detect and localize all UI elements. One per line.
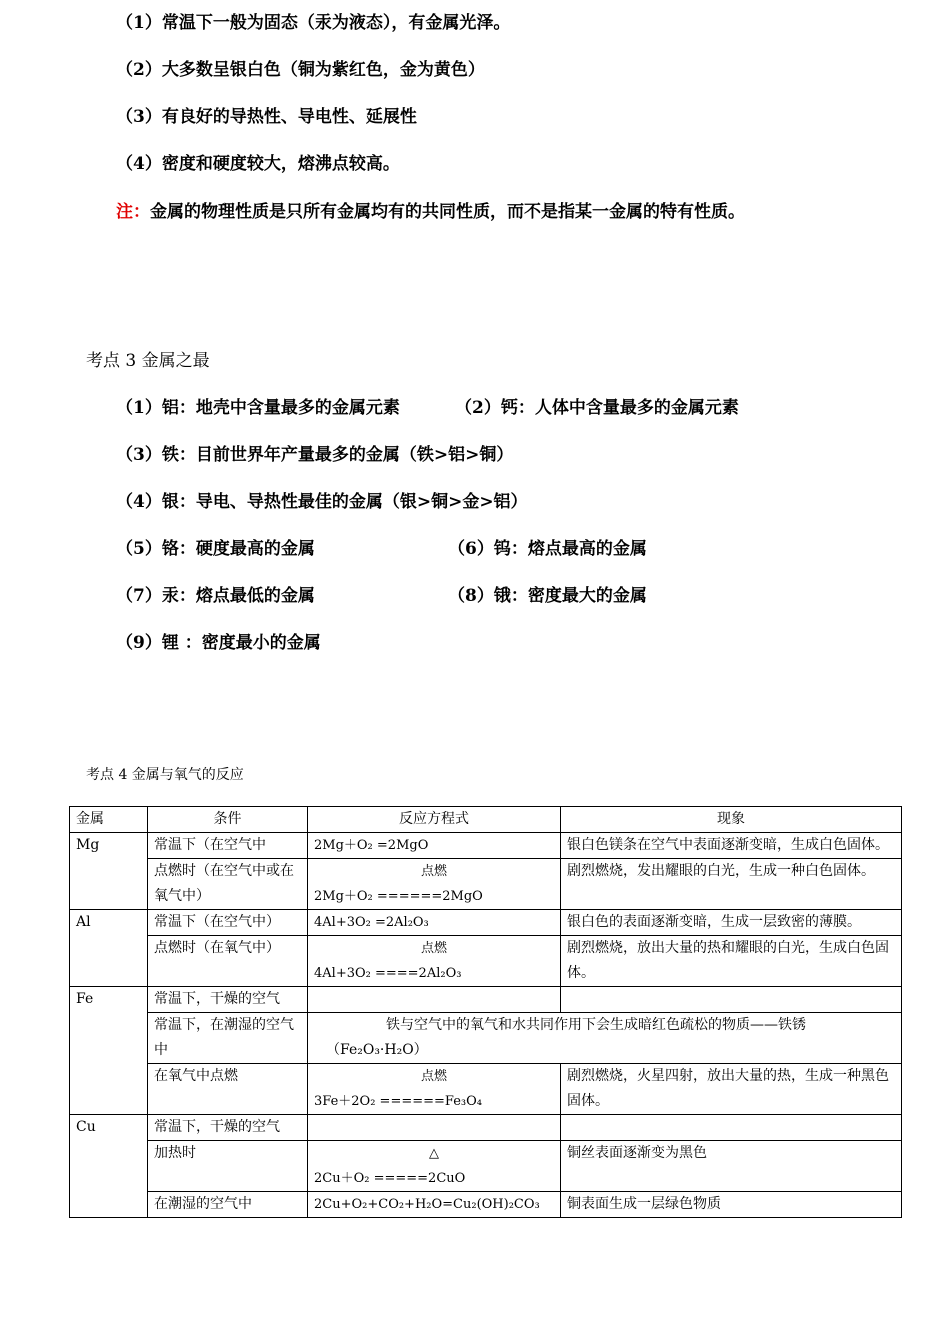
section3-item-9: （9）锂 ：密度最小的金属 (116, 633, 321, 653)
metal-cell-fe: Fe (70, 987, 148, 1115)
condition-cell: 点燃时（在氧气中） (148, 936, 308, 987)
table-row (70, 936, 902, 987)
note-label: 注： (116, 202, 150, 222)
equation-cell: 2Cu+O₂+CO₂+H₂O=Cu₂(OH)₂CO₃ (308, 1192, 561, 1218)
condition-cell: 加热时 (148, 1141, 308, 1192)
header-metal: 金属 (70, 807, 148, 833)
phenomenon-cell: 铜表面生成一层绿色物质 (561, 1192, 902, 1218)
table-row (70, 859, 902, 910)
equation-cell (308, 1064, 561, 1115)
condition-cell: 常温下（在空气中 (148, 833, 308, 859)
phenomenon-cell: 银白色镁条在空气中表面逐渐变暗，生成白色固体。 (561, 833, 902, 859)
phenomenon-cell: 铜丝表面逐渐变为黑色 (561, 1141, 902, 1192)
table-header-row (70, 807, 902, 833)
condition-cell: 在潮湿的空气中 (148, 1192, 308, 1218)
table-row (70, 1141, 902, 1192)
table-row (70, 987, 902, 1013)
section3-item-5: （5）铬：硬度最高的金属 (116, 539, 315, 559)
reaction-condition-mark: 点燃 (420, 864, 447, 879)
equation-text: 2Cu＋O₂ =====2CuO (314, 1171, 466, 1186)
property-1: （1）常温下一般为固态（汞为液态），有金属光泽。 (116, 13, 511, 33)
heat-triangle-mark: △ (429, 1146, 439, 1161)
note (116, 201, 745, 223)
phenomenon-cell: 银白色的表面逐渐变暗，生成一层致密的薄膜。 (561, 910, 902, 936)
table-row (70, 833, 902, 859)
section3-item-4: （4）银：导电、导热性最佳的金属（银>铜>金>铝） (116, 492, 528, 512)
condition-cell: 常温下，干燥的空气 (148, 1115, 308, 1141)
section3-item-2: （2）钙：人体中含量最多的金属元素 (455, 398, 739, 418)
table-row (70, 1064, 902, 1115)
reaction-condition-mark: 点燃 (420, 941, 447, 956)
section4-title: 考点 4 金属与氧气的反应 (86, 767, 244, 783)
note-text: 金属的物理性质是只所有金属均有的共同性质，而不是指某一金属的特有性质。 (150, 202, 745, 222)
section3-item-7: （7）汞：熔点最低的金属 (116, 586, 315, 606)
header-phenomenon: 现象 (561, 807, 902, 833)
equation-cell (308, 987, 561, 1013)
equation-cell (308, 1141, 561, 1192)
metal-oxygen-table (69, 806, 902, 1218)
condition-cell: 点燃时（在空气中或在氧气中） (148, 859, 308, 910)
property-4: （4）密度和硬度较大，熔沸点较高。 (116, 154, 400, 174)
phenomenon-cell: 剧烈燃烧，发出耀眼的白光，生成一种白色固体。 (561, 859, 902, 910)
condition-cell: 在氧气中点燃 (148, 1064, 308, 1115)
equation-text: 2Mg＋O₂ ======2MgO (314, 889, 483, 904)
table-row (70, 1013, 902, 1064)
equation-cell (308, 1115, 561, 1141)
table-row (70, 910, 902, 936)
condition-cell: 常温下，干燥的空气 (148, 987, 308, 1013)
metal-cell-cu: Cu (70, 1115, 148, 1218)
reaction-condition-mark: 点燃 (420, 1069, 447, 1084)
equation-cell (308, 936, 561, 987)
equation-cell (308, 859, 561, 910)
property-3: （3）有良好的导热性、导电性、延展性 (116, 107, 417, 127)
metal-cell-al: Al (70, 910, 148, 987)
section3-item-6: （6）钨：熔点最高的金属 (448, 539, 647, 559)
phenomenon-cell: 剧烈燃烧，火星四射，放出大量的热，生成一种黑色固体。 (561, 1064, 902, 1115)
equation-cell: 2Mg＋O₂ =2MgO (308, 833, 561, 859)
section3-title: 考点 3 金属之最 (86, 351, 210, 371)
section3-item-8: （8）锇：密度最大的金属 (448, 586, 647, 606)
section3-item-1: （1）铝：地壳中含量最多的金属元素 (116, 398, 400, 418)
equation-text: 4Al+3O₂ ====2Al₂O₃ (314, 966, 462, 981)
condition-cell: 常温下（在空气中） (148, 910, 308, 936)
metal-cell-mg: Mg (70, 833, 148, 910)
section3-item-3: （3）铁：目前世界年产量最多的金属（铁>铝>铜） (116, 445, 514, 465)
equation-cell: 4Al+3O₂ =2Al₂O₃ (308, 910, 561, 936)
property-2: （2）大多数呈银白色（铜为紫红色，金为黄色） (116, 60, 485, 80)
merged-description-cell: 铁与空气中的氧气和水共同作用下会生成暗红色疏松的物质——铁锈（Fe₂O₃·H₂O） (308, 1013, 902, 1064)
equation-text: 3Fe＋2O₂ ======Fe₃O₄ (314, 1094, 482, 1109)
header-equation: 反应方程式 (308, 807, 561, 833)
header-condition: 条件 (148, 807, 308, 833)
phenomenon-cell: 剧烈燃烧，放出大量的热和耀眼的白光，生成白色固体。 (561, 936, 902, 987)
table-row (70, 1192, 902, 1218)
condition-cell: 常温下，在潮湿的空气中 (148, 1013, 308, 1064)
phenomenon-cell (561, 1115, 902, 1141)
table-row (70, 1115, 902, 1141)
phenomenon-cell (561, 987, 902, 1013)
